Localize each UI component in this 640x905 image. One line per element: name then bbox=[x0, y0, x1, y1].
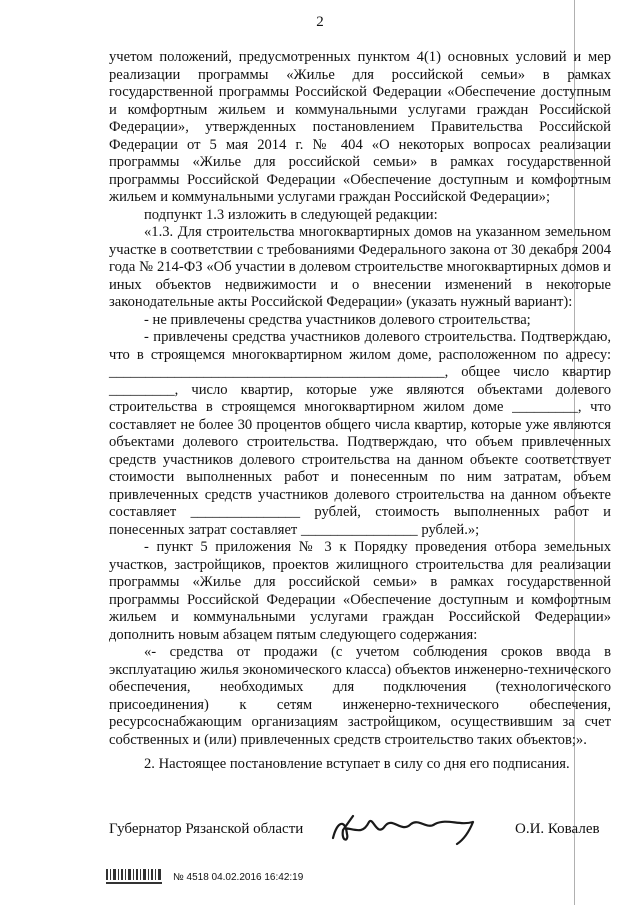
paragraph-4: - не привлечены средства участников долевого строительства; bbox=[144, 311, 531, 328]
paragraph-6: - пункт 5 приложения № 3 к Порядку проведения отбора земельных участков, застройщиков, проектов жилищного строительства для реализации программы «Жилье для российской семьи» в рамках государственной программы Российской Федерации «Обеспечение доступным и комфортным жильем и коммунальными услугами граждан Российской Федерации» дополнить новым абзацем пятым следующего содержания: bbox=[109, 539, 611, 643]
paragraph-8: 2. Настоящее постановление вступает в силу со дня его подписания. bbox=[144, 756, 570, 772]
paragraph-1: учетом положений, предусмотренных пунктом 4(1) основных условий и мер реализации программы «Жилье для российской семьи» в рамках государственной программы Российской Федерации «Обеспечение доступным и комфортным жильем и коммунальными услугами граждан Российской Федерации», утвержденных постановлением Правительства Российской Федерации от 5 мая 2014 г. № 404 «О некоторых вопросах реализации программы «Жилье для российской семьи» в рамках государственной программы Российской Федерации «Обеспечение доступным и комфортным жильем и коммунальными услугами граждан Российской Федерации»; bbox=[109, 49, 611, 205]
paragraph-3: «1.3. Для строительства многоквартирных домов на указанном земельном участке в соответствии с требованиями Федерального закона от 30 декабря 2004 года № 214-ФЗ «Об участии в долевом строительстве многоквартирных домов и иных объектов недвижимости и о внесении изменений в некоторые законодательные акты Российской Федерации» (указать нужный вариант): bbox=[109, 224, 611, 310]
document-body bbox=[109, 49, 611, 774]
signatory-name: О.И. Ковалев bbox=[515, 821, 600, 837]
barcode-logo bbox=[104, 867, 166, 887]
document-stamp-text: № 4518 04.02.2016 16:42:19 bbox=[173, 872, 304, 883]
signatory-title: Губернатор Рязанской области bbox=[109, 821, 304, 837]
page-number: 2 bbox=[316, 14, 324, 30]
paragraph-5: - привлечены средства участников долевого строительства. Подтверждаю, что в строящемся многоквартирном жилом доме, расположенном по адресу: ______________________________________________, общее число квартир _________, число квартир, которые уже являются объектами долевого строительства в строящемся многоквартирном жилом доме _________, что составляет не более 30 процентов общего числа квартир, которые уже являются объектами долевого строительства. Подтверждаю, что объем привлеченных средств участников долевого строительства на данном объекте соответствует стоимости выполненных работ и понесенным по ним затратам, объем привлеченных средств участников долевого строительства на данном объекте составляет _______________ рублей, стоимость выполненных работ и понесенных затрат составляет ________________ рублей.»; bbox=[109, 329, 611, 538]
paragraph-2: подпункт 1.3 изложить в следующей редакции: bbox=[144, 206, 438, 223]
handwritten-signature bbox=[323, 808, 493, 848]
paragraph-7: «- средства от продажи (с учетом соблюдения сроков ввода в эксплуатацию жилья экономического класса) объектов инженерно-технического обеспечения, необходимых для подключения (технологического присоединения) к сетям инженерно-технического обеспечения, ресурсоснабжающим организациям застройщиком, осуществившим за счет собственных и (или) привлеченных средств строительство таких объектов;». bbox=[109, 644, 611, 748]
